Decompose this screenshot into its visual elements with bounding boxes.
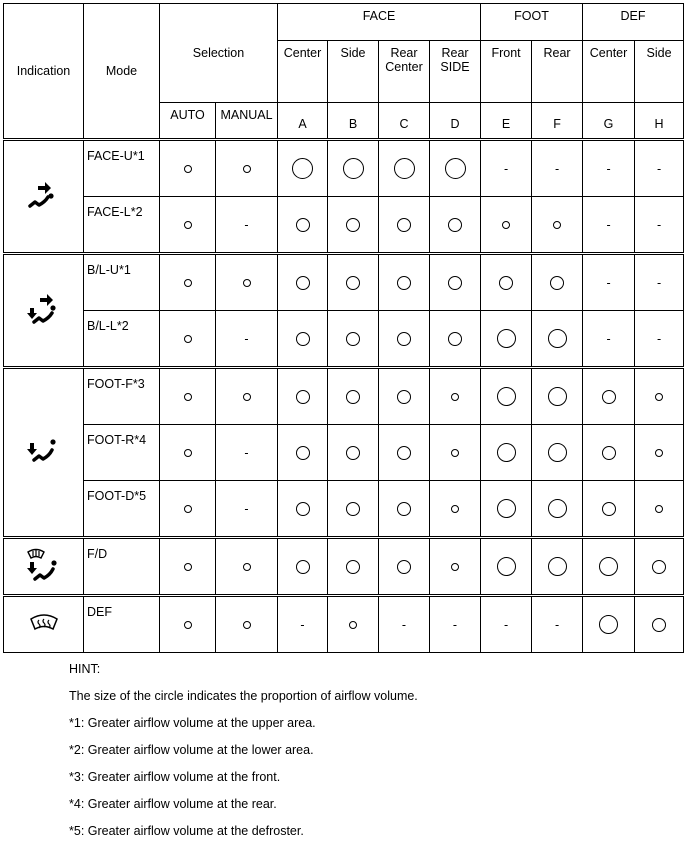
airflow-cell [278,369,328,425]
large-circle-mark [548,387,567,406]
mode-label: FOOT-F*3 [84,369,160,425]
medium-circle-mark [296,560,310,574]
circle-size-note: The size of the circle indicates the proportion of airflow volume. [69,689,418,703]
airflow-cell [583,539,635,595]
small-circle-mark [184,393,192,401]
airflow-cell [583,197,635,253]
outlet-letter-d: D [430,103,481,139]
large-circle-mark [497,499,516,518]
airflow-cell [328,141,379,197]
mode-label: FOOT-D*5 [84,481,160,537]
airflow-cell [379,425,430,481]
face-rear-center-header: Rear Center [379,41,430,103]
airflow-cell [430,597,481,653]
small-circle-mark [184,621,192,629]
small-circle-mark [184,563,192,571]
face-mode-icon [4,180,83,213]
airflow-cell [216,197,278,253]
airflow-cell [583,369,635,425]
medium-circle-mark [296,390,310,404]
footnote: *5: Greater airflow volume at the defroster. [69,824,304,838]
airflow-cell [532,141,583,197]
mode-row [4,141,684,197]
no-airflow-dash: - [606,217,611,232]
small-circle-mark [655,393,663,401]
medium-circle-mark [602,502,616,516]
airflow-cell [160,141,216,197]
medium-circle-mark [397,560,411,574]
airflow-cell [216,311,278,367]
notes-section [69,662,418,851]
mode-header: Mode [84,4,160,139]
extra-large-circle-mark [394,158,415,179]
airflow-cell [481,425,532,481]
def-side-header: Side [635,41,684,103]
airflow-cell [635,539,684,595]
medium-circle-mark [448,276,462,290]
airflow-cell [430,539,481,595]
airflow-cell [379,539,430,595]
manual-header: MANUAL [216,103,278,139]
airflow-cell [430,255,481,311]
mode-row [4,539,684,595]
footnote: *4: Greater airflow volume at the rear. [69,797,277,811]
no-airflow-dash: - [606,331,611,346]
face-header: FACE [278,4,481,41]
airflow-cell [328,369,379,425]
outlet-letter-h: H [635,103,684,139]
large-circle-mark [548,443,567,462]
small-circle-mark [184,335,192,343]
foot-rear-header: Rear [532,41,583,103]
medium-circle-mark [346,390,360,404]
airflow-cell [216,597,278,653]
outlet-letter-a: A [278,103,328,139]
medium-circle-mark [652,618,666,632]
airflow-cell [160,369,216,425]
medium-circle-mark [346,276,360,290]
mode-label: B/L-L*2 [84,311,160,367]
airflow-cell [216,425,278,481]
airflow-cell [430,425,481,481]
airflow-cell [160,539,216,595]
mode-row [4,481,684,537]
medium-circle-mark [397,390,411,404]
medium-circle-mark [652,560,666,574]
large-circle-mark [497,387,516,406]
airflow-cell [532,369,583,425]
mode-label: FACE-U*1 [84,141,160,197]
medium-circle-mark [602,390,616,404]
airflow-cell [430,481,481,537]
mode-row [4,255,684,311]
airflow-cell [379,141,430,197]
mode-label: DEF [84,597,160,653]
airflow-cell [635,369,684,425]
airflow-cell [583,311,635,367]
airflow-cell [532,539,583,595]
face-center-header: Center [278,41,328,103]
airflow-cell [635,597,684,653]
large-circle-mark [548,499,567,518]
large-circle-mark [599,615,618,634]
airflow-cell [583,141,635,197]
def-header: DEF [583,4,684,41]
outlet-letter-b: B [328,103,379,139]
small-circle-mark [243,279,251,287]
medium-circle-mark [397,218,411,232]
airflow-cell [278,597,328,653]
no-airflow-dash: - [656,161,662,176]
airflow-cell [160,197,216,253]
airflow-cell [379,597,430,653]
airflow-cell [160,311,216,367]
airflow-cell [379,197,430,253]
airflow-cell [328,481,379,537]
airflow-cell [430,197,481,253]
airflow-cell [583,481,635,537]
small-circle-mark [184,165,192,173]
mode-row [4,369,684,425]
medium-circle-mark [296,276,310,290]
airflow-cell [430,141,481,197]
face-rear-side-header: Rear SIDE [430,41,481,103]
no-airflow-dash: - [503,617,509,632]
selection-header: Selection [160,4,278,103]
outlet-letter-f: F [532,103,583,139]
airflow-cell [278,481,328,537]
indication-cell [4,255,84,367]
airflow-cell [635,425,684,481]
small-circle-mark [502,221,510,229]
airflow-cell [481,481,532,537]
footnote: *3: Greater airflow volume at the front. [69,770,281,784]
airflow-cell [481,311,532,367]
bilevel-mode-icon [4,292,83,329]
medium-circle-mark [397,446,411,460]
outlet-letter-g: G [583,103,635,139]
indication-cell [4,369,84,537]
airflow-cell [328,311,379,367]
mode-label: FOOT-R*4 [84,425,160,481]
medium-circle-mark [296,446,310,460]
airflow-cell [635,481,684,537]
airflow-cell [583,597,635,653]
footnote: *1: Greater airflow volume at the upper area. [69,716,316,730]
mode-label: FACE-L*2 [84,197,160,253]
medium-circle-mark [346,218,360,232]
mode-label: B/L-U*1 [84,255,160,311]
no-airflow-dash: - [606,161,611,176]
small-circle-mark [243,621,251,629]
airflow-cell [278,539,328,595]
mode-row [4,197,684,253]
indication-cell [4,141,84,253]
airflow-cell [583,255,635,311]
small-circle-mark [451,393,459,401]
small-circle-mark [655,449,663,457]
large-circle-mark [599,557,618,576]
airflow-cell [328,539,379,595]
airflow-cell [278,197,328,253]
small-circle-mark [184,449,192,457]
medium-circle-mark [448,218,462,232]
airflow-cell [481,141,532,197]
extra-large-circle-mark [445,158,466,179]
airflow-cell [160,481,216,537]
medium-circle-mark [296,218,310,232]
auto-header: AUTO [160,103,216,139]
large-circle-mark [497,557,516,576]
small-circle-mark [451,449,459,457]
airflow-cell [481,597,532,653]
no-airflow-dash: - [554,617,560,632]
airflow-cell [532,597,583,653]
airflow-cell [481,197,532,253]
airflow-cell [216,255,278,311]
airflow-cell [583,425,635,481]
medium-circle-mark [346,332,360,346]
medium-circle-mark [296,332,310,346]
mode-row [4,425,684,481]
small-circle-mark [349,621,357,629]
no-airflow-dash: - [244,445,249,460]
airflow-cell [160,255,216,311]
medium-circle-mark [602,446,616,460]
no-airflow-dash: - [300,617,305,632]
airflow-mode-table [3,3,684,653]
foot-mode-icon [4,436,83,469]
airflow-cell [635,197,684,253]
airflow-cell [481,369,532,425]
def-center-header: Center [583,41,635,103]
medium-circle-mark [346,560,360,574]
airflow-cell [216,539,278,595]
large-circle-mark [497,443,516,462]
airflow-cell [635,255,684,311]
medium-circle-mark [346,502,360,516]
mode-row [4,311,684,367]
medium-circle-mark [448,332,462,346]
airflow-cell [379,311,430,367]
airflow-cell [430,311,481,367]
airflow-cell [216,481,278,537]
mode-row [4,597,684,653]
foot-def-mode-icon [4,546,83,587]
airflow-cell [635,141,684,197]
hint-label: HINT: [69,662,101,676]
airflow-cell [379,255,430,311]
large-circle-mark [548,557,567,576]
airflow-cell [532,255,583,311]
no-airflow-dash: - [244,217,249,232]
airflow-cell [328,425,379,481]
airflow-cell [278,311,328,367]
no-airflow-dash: - [401,617,407,632]
def-mode-icon [4,613,83,636]
airflow-cell [481,255,532,311]
no-airflow-dash: - [656,331,662,346]
no-airflow-dash: - [452,617,458,632]
no-airflow-dash: - [606,275,611,290]
airflow-cell [216,369,278,425]
no-airflow-dash: - [656,217,662,232]
airflow-cell [379,369,430,425]
small-circle-mark [451,505,459,513]
outlet-letter-c: C [379,103,430,139]
airflow-cell [160,425,216,481]
face-side-header: Side [328,41,379,103]
extra-large-circle-mark [292,158,313,179]
mode-label: F/D [84,539,160,595]
no-airflow-dash: - [554,161,560,176]
small-circle-mark [655,505,663,513]
indication-header: Indication [4,4,84,139]
small-circle-mark [184,221,192,229]
medium-circle-mark [397,502,411,516]
no-airflow-dash: - [244,331,249,346]
foot-front-header: Front [481,41,532,103]
extra-large-circle-mark [343,158,364,179]
foot-header: FOOT [481,4,583,41]
airflow-cell [532,425,583,481]
small-circle-mark [184,279,192,287]
airflow-cell [160,597,216,653]
outlet-letter-e: E [481,103,532,139]
medium-circle-mark [397,276,411,290]
medium-circle-mark [550,276,564,290]
airflow-cell [328,255,379,311]
large-circle-mark [497,329,516,348]
airflow-cell [379,481,430,537]
no-airflow-dash: - [503,161,509,176]
airflow-cell [430,369,481,425]
large-circle-mark [548,329,567,348]
small-circle-mark [451,563,459,571]
airflow-cell [635,311,684,367]
small-circle-mark [553,221,561,229]
airflow-cell [532,311,583,367]
airflow-cell [328,197,379,253]
airflow-cell [532,481,583,537]
small-circle-mark [184,505,192,513]
airflow-cell [532,197,583,253]
medium-circle-mark [499,276,513,290]
small-circle-mark [243,165,251,173]
airflow-cell [278,141,328,197]
small-circle-mark [243,393,251,401]
no-airflow-dash: - [244,501,249,516]
airflow-cell [278,255,328,311]
indication-cell [4,539,84,595]
airflow-cell [278,425,328,481]
footnote: *2: Greater airflow volume at the lower area. [69,743,314,757]
airflow-cell [216,141,278,197]
medium-circle-mark [346,446,360,460]
small-circle-mark [243,563,251,571]
medium-circle-mark [296,502,310,516]
airflow-cell [328,597,379,653]
airflow-cell [481,539,532,595]
medium-circle-mark [397,332,411,346]
indication-cell [4,597,84,653]
no-airflow-dash: - [656,275,662,290]
